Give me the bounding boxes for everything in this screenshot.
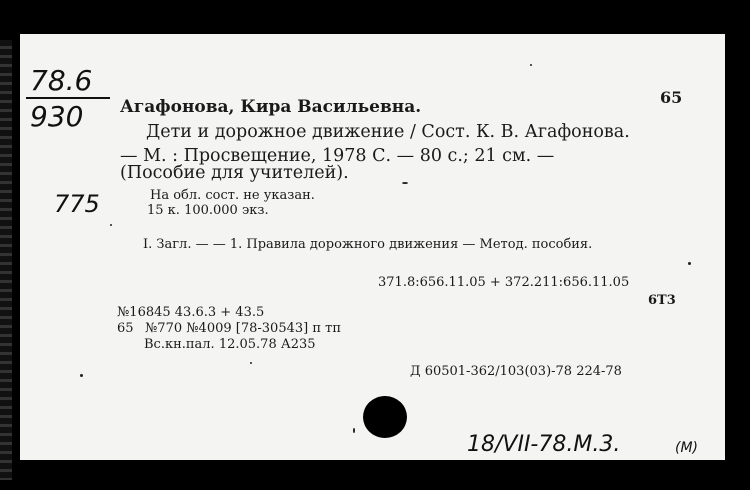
udc-code: 371.8:656.11.05 + 372.211:656.11.05 (378, 275, 630, 290)
speck (688, 262, 691, 265)
speck (250, 362, 252, 364)
registry-line-1: №16845 43.6.3 + 43.5 (117, 305, 265, 320)
registry-line-2-prefix: 65 (117, 321, 134, 336)
title-line-3: (Пособие для учителей). (120, 163, 349, 183)
handwritten-mark: (M) (675, 440, 699, 456)
title-line-1: Дети и дорожное движение / Сост. К. В. Агафонова. (146, 122, 630, 142)
speck (402, 182, 408, 184)
handwritten-date: 18/VII-78.M.3. (467, 432, 621, 457)
registry-line-3: Вс.кн.пал. 12.05.78 А235 (144, 337, 316, 352)
shelfmark-divider (26, 97, 110, 99)
shelfmark-top: 78.6 (30, 64, 93, 97)
speck (110, 224, 112, 226)
tracings: I. Загл. — — 1. Правила дорожного движения — Метод. пособия. (143, 237, 593, 252)
punch-hole (363, 396, 407, 438)
note-1: На обл. сост. не указан. (150, 188, 315, 203)
page-number: 65 (660, 88, 683, 107)
author-heading: Агафонова, Кира Васильевна. (120, 97, 422, 117)
speck (80, 374, 83, 377)
catalog-card (20, 34, 725, 460)
film-edge (0, 40, 12, 480)
catalog-code: Д 60501-362/103(03)-78 224-78 (410, 364, 622, 379)
registry-line-2: №770 №4009 [78-30543] п тп (145, 321, 341, 336)
speck (530, 64, 532, 66)
title-line-2: — М. : Просвещение, 1978 С. — 80 с.; 21 см. — (120, 146, 555, 166)
code-6t3: 6Т3 (648, 293, 676, 308)
note-2: 15 к. 100.000 экз. (147, 203, 269, 218)
handwritten-note-left: 775 (54, 190, 100, 218)
shelfmark-bottom: 930 (30, 100, 84, 133)
speck (353, 428, 355, 433)
